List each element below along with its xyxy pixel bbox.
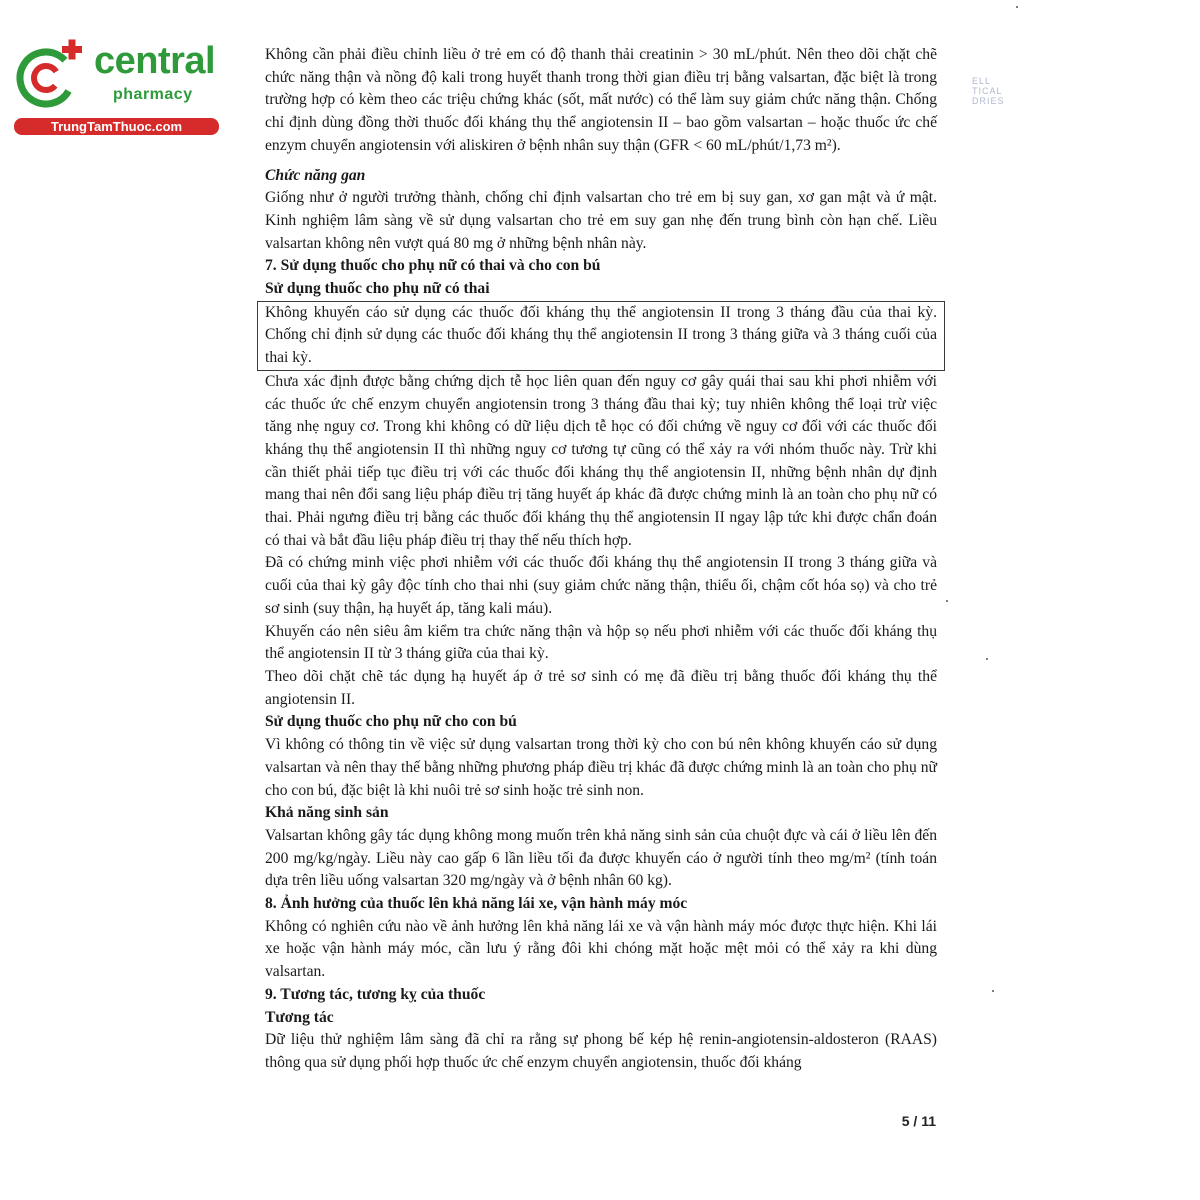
heading-liver-function: Chức năng gan — [265, 166, 366, 184]
section-8-heading: 8. Ảnh hưởng của thuốc lên khả năng lái xe, vận hành máy móc — [265, 895, 688, 913]
paragraph-interactions: Dữ liệu thử nghiệm lâm sàng đã chỉ ra rằng sự phong bế kép hệ renin-angiotensin-aldosteron (RAAS) thông qua sử dụng phối hợp thuốc ức chế enzym chuyển angiotensin, thuốc đối kháng — [265, 1031, 937, 1071]
logo-name: central — [94, 40, 216, 82]
heading-breastfeeding: Sử dụng thuốc cho phụ nữ cho con bú — [265, 713, 517, 731]
pharmacy-logo-icon — [10, 38, 90, 118]
paragraph-newborn-monitoring: Theo dõi chặt chẽ tác dụng hạ huyết áp ở trẻ sơ sinh có mẹ đã điều trị bằng thuốc đối kháng thụ thể angiotensin II. — [265, 667, 937, 708]
central-pharmacy-logo[interactable] — [10, 38, 215, 138]
scan-speck — [992, 990, 994, 992]
paragraph-driving: Không có nghiên cứu nào về ảnh hưởng lên khả năng lái xe và vận hành máy móc được thực hiện. Khi lái xe hoặc vận hành máy móc, cần lưu ý rằng đôi khi chóng mặt hoặc mệt mỏi có thể xảy ra khi dùng valsartan. — [265, 917, 937, 981]
paragraph-breastfeeding: Vì không có thông tin về việc sử dụng valsartan trong thời kỳ cho con bú nên không khuyến cáo sử dụng valsartan và nên thay thế bằng những phương pháp điều trị khác đã được chứng minh là an toàn cho phụ nữ cho con bú, đặc biệt là khi nuôi trẻ sơ sinh hoặc trẻ sinh non. — [265, 736, 937, 799]
stamp-line: TICAL — [972, 86, 1003, 96]
section-9-heading: 9. Tương tác, tương kỵ của thuốc — [265, 985, 486, 1003]
paragraph-pregnancy-risk: Chưa xác định được bằng chứng dịch tễ học liên quan đến nguy cơ gây quái thai sau khi phơi nhiễm với các thuốc ức chế enzym chuyển angiotensin trong 3 tháng đầu thai kỳ; tuy nhiên không thể loại trừ việc tăng nhẹ nguy cơ. Trong khi không có dữ liệu dịch tễ học có đối chứng về nguy cơ đối với các thuốc đối kháng thụ thể angiotensin II thì những nguy cơ tương tự cũng có thể xảy ra với nhóm thuốc này. Trừ khi cần thiết phải tiếp tục điều trị với các thuốc đối kháng thụ thể angiotensin II, những bệnh nhân dự định mang thai nên đổi sang liệu pháp điều trị tăng huyết áp khác đã được chứng minh là an toàn cho phụ nữ có thai. Phải ngưng điều trị bằng các thuốc đối kháng thụ thể angiotensin II ngay lập tức khi được chẩn đoán có thai và bắt đầu liệu pháp điều trị thay thế nếu thích hợp. — [265, 372, 937, 549]
heading-interactions: Tương tác — [265, 1008, 334, 1026]
logo-website-link[interactable]: TrungTamThuoc.com — [14, 118, 219, 135]
paragraph-renal-dosing: Không cần phải điều chỉnh liều ở trẻ em có độ thanh thải creatinin > 30 mL/phút. Nên theo dõi chặt chẽ chức năng thận và nồng độ kali trong huyết thanh trong thời gian điều trị bằng valsartan, đặc biệt là trong trường hợp có kèm theo các triệu chứng khác (sốt, mất nước) có thể làm suy giảm chức năng thận. Chống chỉ định dùng đồng thời thuốc đối kháng thụ thể angiotensin II – bao gồm valsartan – hoặc thuốc ức chế enzym chuyển angiotensin với aliskiren ở bệnh nhân suy thận (GFR < 60 mL/phút/1,73 m²). — [265, 46, 937, 154]
stamp-line: ELL — [972, 76, 992, 86]
boxed-pregnancy-warning: Không khuyến cáo sử dụng các thuốc đối kháng thụ thể angiotensin II trong 3 tháng đầu của thai kỳ. Chống chỉ định sử dụng các thuốc đối kháng thụ thể angiotensin II trong 3 tháng giữa và 3 tháng cuối của thai kỳ. — [257, 301, 945, 371]
scan-speck — [1016, 6, 1018, 8]
paragraph-liver-function: Giống như ở người trưởng thành, chống chỉ định valsartan cho trẻ em bị suy gan, xơ gan mật và ứ mật. Kinh nghiệm lâm sàng về sử dụng valsartan cho trẻ em suy gan nhẹ đến trung bình còn hạn chế. Liều valsartan không nên vượt quá 80 mg ở những bệnh nhân này. — [265, 189, 937, 252]
heading-fertility: Khả năng sinh sản — [265, 804, 389, 822]
faded-stamp — [972, 76, 1032, 106]
scan-speck — [946, 600, 948, 602]
scan-speck — [986, 658, 988, 660]
page-number: 5 / 11 — [901, 1113, 936, 1129]
document-body — [265, 44, 937, 1075]
paragraph-fetal-toxicity: Đã có chứng minh việc phơi nhiễm với các thuốc đối kháng thụ thể angiotensin II trong 3 tháng giữa và cuối của thai kỳ gây độc tính cho thai nhi (suy giảm chức năng thận, thiểu ối, chậm cốt hóa sọ) và cho trẻ sơ sinh (suy thận, hạ huyết áp, tăng kali máu). — [265, 554, 937, 617]
paragraph-fertility: Valsartan không gây tác dụng không mong muốn trên khả năng sinh sản của chuột đực và cái ở liều lên đến 200 mg/kg/ngày. Liều này cao gấp 6 lần liều tối đa được khuyến cáo ở người tính theo mg/m² (tính toán dựa trên liều uống valsartan 320 mg/ngày và ở bệnh nhân 60 kg). — [265, 826, 937, 890]
logo-subtitle: pharmacy — [113, 86, 193, 103]
heading-pregnancy: Sử dụng thuốc cho phụ nữ có thai — [265, 280, 490, 298]
paragraph-ultrasound: Khuyến cáo nên siêu âm kiểm tra chức năng thận và hộp sọ nếu phơi nhiễm với các thuốc đối kháng thụ thể angiotensin II từ 3 tháng giữa của thai kỳ. — [265, 622, 937, 663]
stamp-line: DRIES — [972, 96, 1005, 106]
section-7-heading: 7. Sử dụng thuốc cho phụ nữ có thai và cho con bú — [265, 257, 601, 275]
